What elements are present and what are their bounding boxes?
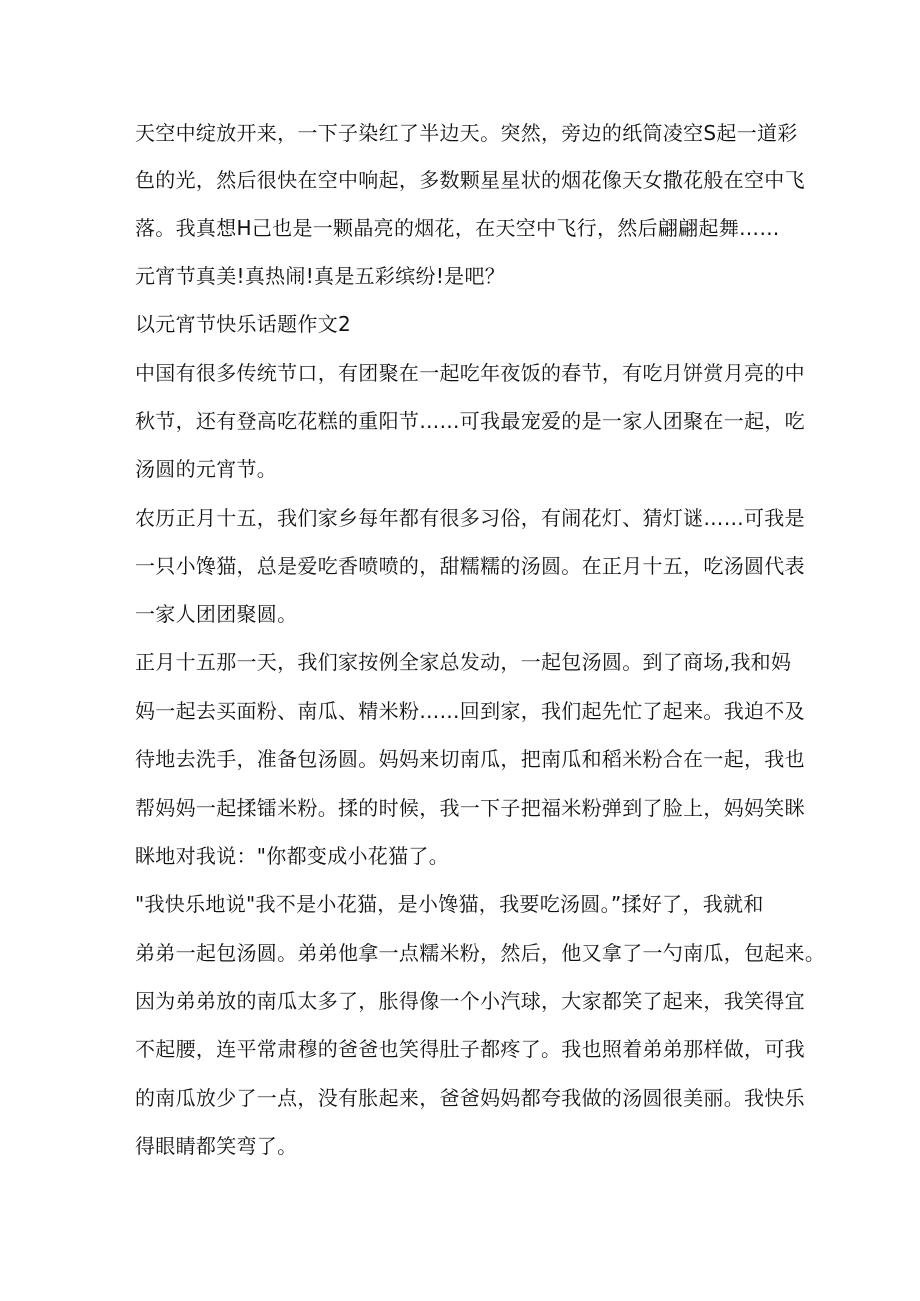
paragraph-line: 一家人团团聚圆。 xyxy=(135,602,298,626)
paragraph-line: 因为弟弟放的南瓜太多了，胀得像一个小汽球，大家都笑了起来，我笑得宜 xyxy=(135,989,805,1013)
paragraph-line: 弟弟一起包汤圆。弟弟他拿一点糯米粉，然后，他又拿了一勺南瓜，包起来。 xyxy=(135,941,826,965)
paragraph-line: "我快乐地说"我不是小花猫，是小馋猫，我要吃汤圆。”揉好了，我就和 xyxy=(135,892,764,916)
paragraph-line: 帮妈妈一起揉镭米粉。揉的时候，我一下子把福米粉弹到了脸上，妈妈笑眯 xyxy=(135,796,805,820)
paragraph-line: 农历正月十五，我们家乡每年都有很多习俗，有闹花灯、猜灯谜……可我是 xyxy=(135,506,805,530)
paragraph-line: 一只小馋猫，总是爱吃香喷喷的，甜糯糯的汤圆。在正月十五，吃汤圆代表 xyxy=(135,554,805,578)
paragraph-line: 眯地对我说："你都变成小花猫了。 xyxy=(135,844,449,868)
paragraph-line: 天空中绽放开来，一下子染红了半边天。突然，旁边的纸筒凌空S起一道彩 xyxy=(135,121,798,145)
paragraph-line: 汤圆的元宵节。 xyxy=(135,457,278,481)
paragraph-line: 待地去洗手，准备包汤圆。妈妈来切南瓜，把南瓜和稻米粉合在一起，我也 xyxy=(135,747,805,771)
paragraph-line: 的南瓜放少了一点，没有胀起来，爸爸妈妈都夸我做的汤圆很美丽。我快乐 xyxy=(135,1086,805,1110)
paragraph-line: 中国有很多传统节口，有团聚在一起吃年夜饭的春节，有吃月饼赏月亮的中 xyxy=(135,361,805,385)
paragraph-line: 妈一起去买面粉、南瓜、精米粉……回到家，我们起先忙了起来。我迫不及 xyxy=(135,699,805,723)
paragraph-line: 秋节，还有登高吃花糕的重阳节……可我最宠爱的是一家人团聚在一起，吃 xyxy=(135,409,805,433)
paragraph-line: 落。我真想H己也是一颗晶亮的烟花，在天空中飞行，然后翩翩起舞…… xyxy=(135,216,780,240)
section-heading: 以元宵节快乐话题作文2 xyxy=(135,312,352,336)
paragraph-line: 得眼睛都笑弯了。 xyxy=(135,1134,298,1158)
paragraph-line: 色的光，然后很快在空中响起，多数颗星星状的烟花像天女撒花般在空中飞 xyxy=(135,168,805,192)
paragraph-line: 正月十五那一天，我们家按例全家总发动，一起包汤圆。到了商场,我和妈 xyxy=(135,650,792,674)
paragraph-line: 不起腰，连平常肃穆的爸爸也笑得肚子都疼了。我也照着弟弟那样做，可我 xyxy=(135,1037,805,1061)
paragraph-line: 元宵节真美!真热闹!真是五彩缤纷!是吧？ xyxy=(135,264,506,288)
